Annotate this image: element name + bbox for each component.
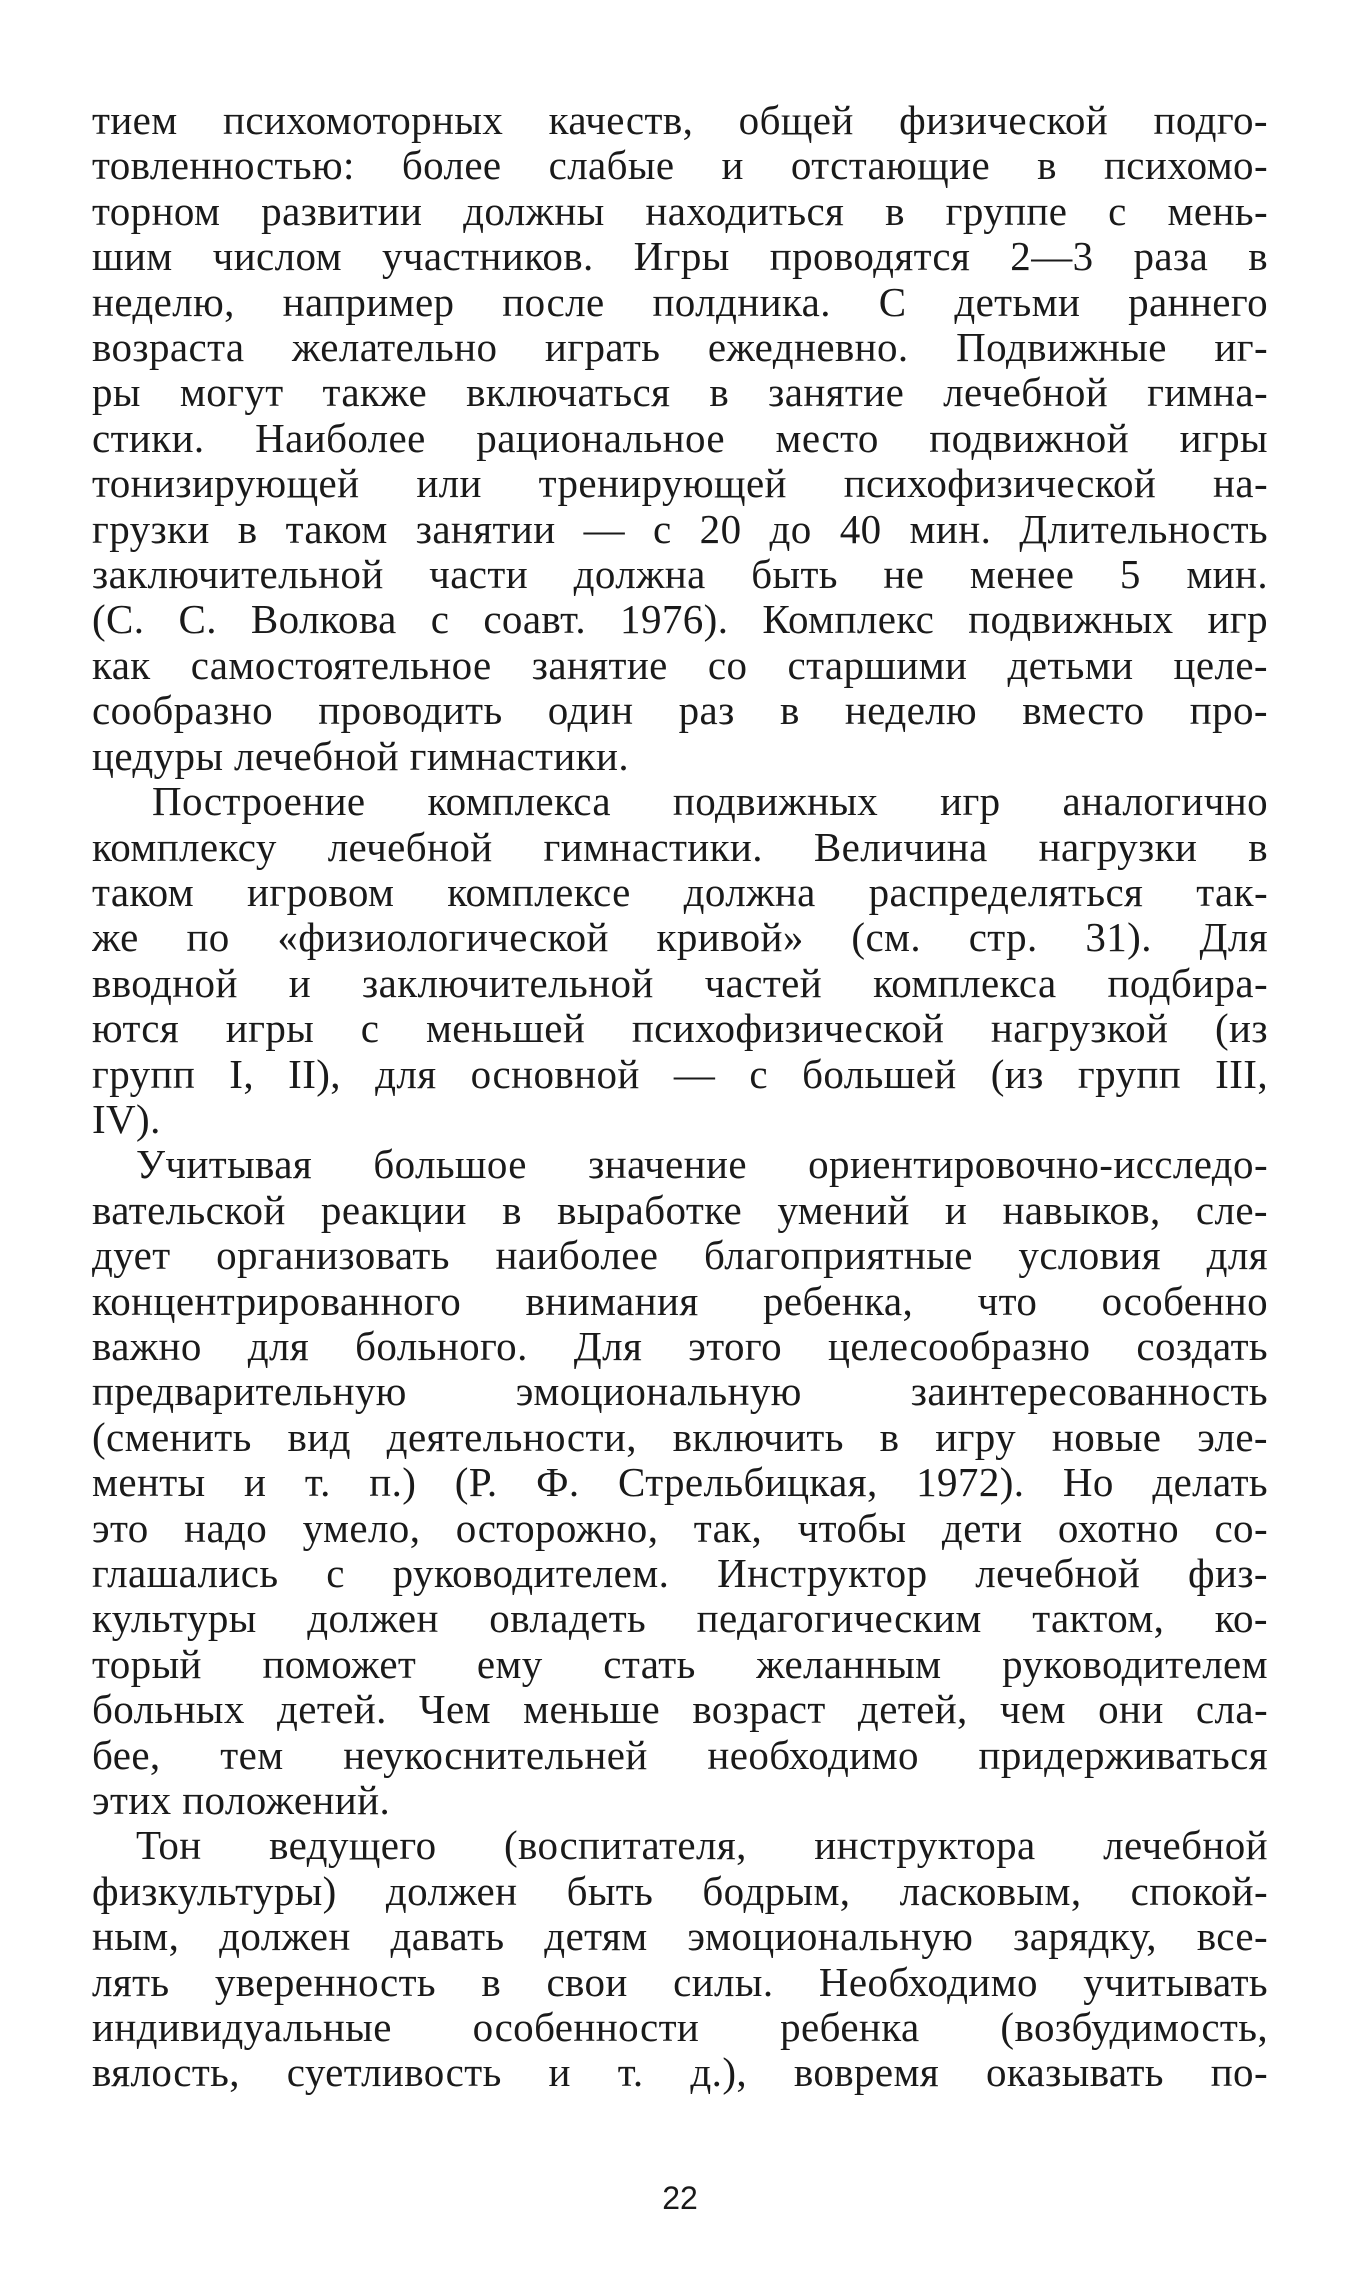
- paragraph-1: [92, 98, 1268, 779]
- text-line: стики. Наиболее рациональное место подвижной игры: [92, 415, 1268, 461]
- text-line: грузки в таком занятии — с 20 до 40 мин. Длительность: [92, 506, 1268, 552]
- text-line: важно для больного. Для этого целесообразно создать: [92, 1323, 1268, 1369]
- text-line: этих положений.: [92, 1778, 391, 1824]
- text-line: тием психомоторных качеств, общей физической подго-: [92, 98, 1268, 143]
- text-line: глашались с руководителем. Инструктор лечебной физ-: [92, 1551, 1268, 1596]
- text-line: (сменить вид деятельности, включить в игру новые эле-: [92, 1414, 1268, 1460]
- text-line: шим числом участников. Игры проводятся 2—3 раза в: [92, 234, 1268, 280]
- text-line: Учитывая большое значение ориентировочно-исследо-: [136, 1142, 1268, 1188]
- text-line: это надо умело, осторожно, так, чтобы дети охотно со-: [92, 1505, 1268, 1551]
- text-line: групп I, II), для основной — с большей (из групп III,: [92, 1051, 1268, 1097]
- text-line: товленностью: более слабые и отстающие в психомо-: [92, 143, 1268, 189]
- paragraph-2: [92, 779, 1268, 1142]
- text-line: комплексу лечебной гимнастики. Величина нагрузки в: [92, 824, 1268, 870]
- text-line: таком игровом комплексе должна распределяться так-: [92, 869, 1268, 915]
- paragraph-4: [92, 1823, 1268, 2095]
- text-line: культуры должен овладеть педагогическим тактом, ко-: [92, 1596, 1268, 1642]
- text-line: индивидуальные особенности ребенка (возбудимость,: [92, 2005, 1268, 2051]
- text-line: (С. С. Волкова с соавт. 1976). Комплекс подвижных игр: [92, 597, 1268, 643]
- text-line: больных детей. Чем меньше возраст детей, чем они сла-: [92, 1687, 1268, 1733]
- text-line: заключительной части должна быть не менее 5 мин.: [92, 552, 1268, 598]
- text-line: вялость, суетливость и т. д.), вовремя оказывать по-: [92, 2050, 1268, 2096]
- text-line: неделю, например после полдника. С детьми раннего: [92, 279, 1268, 325]
- text-line: физкультуры) должен быть бодрым, ласковым, спокой-: [92, 1868, 1268, 1914]
- text-line: дует организовать наиболее благоприятные условия для: [92, 1233, 1268, 1279]
- paragraph-3: [92, 1142, 1268, 1823]
- text-line: вводной и заключительной частей комплекса подбира-: [92, 960, 1268, 1006]
- text-line: сообразно проводить один раз в неделю вместо про-: [92, 688, 1268, 734]
- text-line: бее, тем неукоснительней необходимо придерживаться: [92, 1732, 1268, 1778]
- text-line: цедуры лечебной гимнастики.: [92, 733, 630, 779]
- text-line: IV).: [92, 1096, 161, 1142]
- text-line: предварительную эмоциональную заинтересованность: [92, 1369, 1268, 1415]
- text-line: же по «физиологической кривой» (см. стр. 31). Для: [92, 915, 1268, 961]
- page-number: 22: [662, 2180, 698, 2216]
- text-line: ры могут также включаться в занятие лечебной гимна-: [92, 370, 1268, 416]
- text-line: тонизирующей или тренирующей психофизической на-: [92, 461, 1268, 507]
- text-line: ются игры с меньшей психофизической нагрузкой (из: [92, 1006, 1268, 1052]
- text-line: концентрированного внимания ребенка, что особенно: [92, 1278, 1268, 1324]
- text-line: лять уверенность в свои силы. Необходимо учитывать: [92, 1959, 1268, 2005]
- text-line: как самостоятельное занятие со старшими детьми целе-: [92, 642, 1268, 688]
- text-line: Тон ведущего (воспитателя, инструктора лечебной: [136, 1823, 1268, 1869]
- text-line: ным, должен давать детям эмоциональную зарядку, все-: [92, 1914, 1268, 1960]
- text-line: вательской реакции в выработке умений и навыков, сле-: [92, 1187, 1268, 1233]
- text-line: Построение комплекса подвижных игр аналогично: [152, 779, 1268, 825]
- text-line: возраста желательно играть ежедневно. Подвижные иг-: [92, 325, 1268, 371]
- text-column: [92, 98, 1268, 2096]
- text-line: торном развитии должны находиться в группе с мень-: [92, 188, 1268, 234]
- text-line: торый поможет ему стать желанным руководителем: [92, 1641, 1268, 1687]
- text-line: менты и т. п.) (Р. Ф. Стрельбицкая, 1972). Но делать: [92, 1460, 1268, 1506]
